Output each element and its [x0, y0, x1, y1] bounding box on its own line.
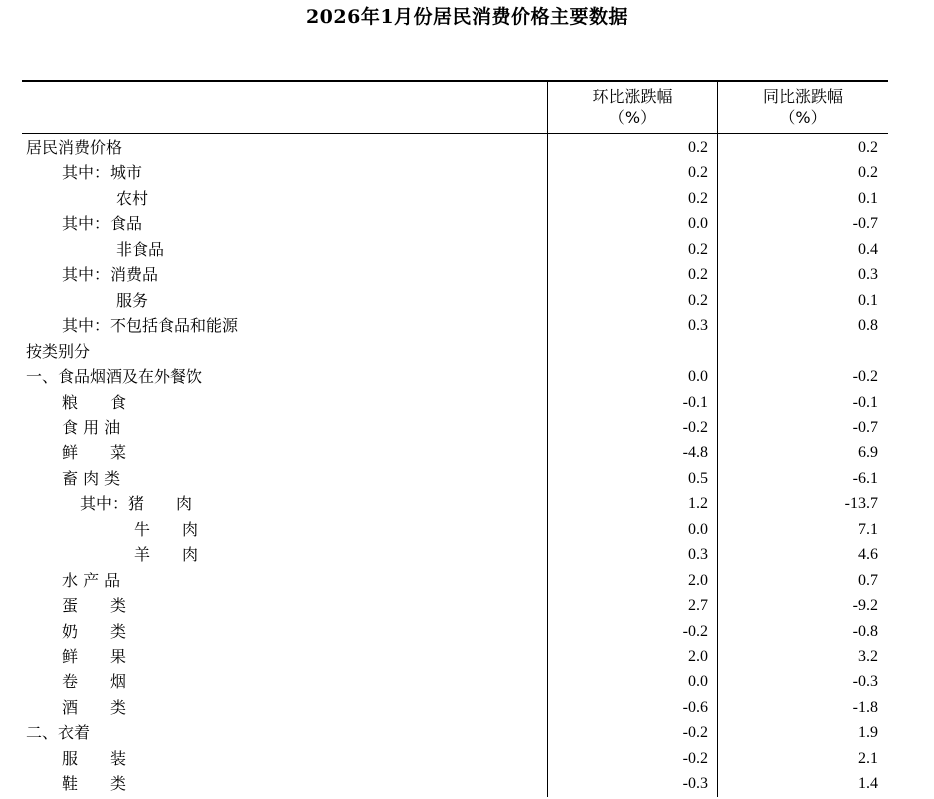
mom-value: 0.5 — [688, 469, 708, 487]
row-label: 卷 烟 — [62, 672, 127, 692]
mom-value: 2.0 — [688, 648, 708, 665]
table-row — [22, 671, 888, 697]
row-label: 鲜 果 — [62, 647, 127, 666]
row-label: 食 用 油 — [62, 417, 121, 437]
table-row — [22, 290, 888, 316]
column-header-yoy-unit: （%） — [779, 108, 827, 127]
yoy-value: -0.3 — [852, 673, 878, 691]
mom-value: 0.2 — [688, 240, 708, 258]
mom-value: 2.7 — [688, 597, 708, 615]
column-header-mom — [548, 86, 717, 128]
mom-value: 2.0 — [688, 571, 708, 589]
row-label: 畜 肉 类 — [62, 468, 121, 488]
table-row — [22, 137, 888, 163]
yoy-value: 0.1 — [858, 189, 878, 207]
column-header-yoy — [718, 86, 888, 128]
table-row — [22, 213, 888, 239]
mom-value: -0.2 — [682, 724, 708, 742]
mom-value: 0.2 — [688, 164, 708, 182]
row-label: 牛 肉 — [134, 519, 199, 539]
yoy-value: -0.7 — [852, 215, 878, 233]
mom-value: 0.0 — [688, 215, 708, 233]
mom-value: -0.2 — [682, 749, 708, 767]
row-label: 鞋 类 — [62, 774, 127, 794]
yoy-value: -0.8 — [852, 622, 878, 640]
mom-value: 0.2 — [688, 139, 708, 156]
page-title: 2026年1月份居民消费价格主要数据 — [305, 6, 629, 28]
yoy-value: -1.8 — [852, 698, 878, 716]
mom-value: -0.2 — [682, 418, 708, 436]
table-row — [22, 188, 888, 214]
mom-value: 0.3 — [688, 546, 708, 564]
yoy-value: 0.4 — [858, 240, 878, 258]
table-row — [22, 646, 888, 672]
yoy-value: 7.1 — [858, 520, 878, 538]
mom-value: 0.2 — [688, 291, 708, 309]
column-header-mom-label: 环比涨跌幅 — [592, 87, 673, 106]
table-row — [22, 722, 888, 748]
yoy-value: -6.1 — [852, 469, 878, 487]
table-row — [22, 341, 888, 367]
table-row — [22, 544, 888, 570]
yoy-value: -9.2 — [852, 597, 878, 615]
mom-value: 1.2 — [688, 495, 708, 513]
yoy-value: 0.2 — [858, 139, 878, 156]
table-row — [22, 570, 888, 596]
yoy-value: 0.3 — [858, 266, 878, 284]
mom-value: -0.2 — [682, 622, 708, 640]
row-label: 农村 — [116, 188, 149, 208]
mom-value: 0.0 — [688, 673, 708, 691]
table-row — [22, 493, 888, 519]
row-label: 其中：消费品 — [62, 265, 159, 285]
row-label: 服务 — [116, 290, 149, 310]
row-label: 其中：猪 肉 — [80, 494, 193, 514]
table-row — [22, 748, 888, 774]
table-row — [22, 621, 888, 647]
yoy-value: 0.7 — [858, 571, 878, 589]
row-label: 非食品 — [116, 239, 165, 259]
yoy-value: 1.9 — [858, 724, 878, 742]
row-label: 酒 类 — [62, 697, 127, 717]
mom-value: 0.2 — [688, 189, 708, 207]
table-row — [22, 468, 888, 494]
mom-value: -0.6 — [682, 698, 708, 716]
table-row — [22, 417, 888, 443]
table-row — [22, 595, 888, 621]
table-row — [22, 392, 888, 418]
mom-value: -0.1 — [682, 393, 708, 411]
row-label: 蛋 类 — [62, 596, 127, 616]
yoy-value: 6.9 — [858, 444, 878, 462]
row-label: 奶 类 — [62, 621, 127, 641]
yoy-value: -0.1 — [852, 393, 878, 411]
table-row — [22, 264, 888, 290]
row-label: 其中：食品 — [62, 214, 143, 234]
row-label: 一、食品烟酒及在外餐饮 — [26, 367, 203, 387]
yoy-value: 1.4 — [858, 775, 878, 793]
mom-value: 0.2 — [688, 266, 708, 284]
row-label: 服 装 — [62, 748, 127, 768]
yoy-value: 4.6 — [858, 546, 878, 564]
row-label: 羊 肉 — [134, 545, 199, 565]
table-row — [22, 315, 888, 341]
table-row — [22, 162, 888, 188]
table-row — [22, 697, 888, 723]
table-row — [22, 442, 888, 468]
column-header-mom-unit: （%） — [608, 108, 657, 127]
mom-value: 0.0 — [688, 368, 708, 386]
row-label: 二、衣着 — [26, 723, 91, 743]
header-divider — [22, 133, 888, 134]
row-label: 鲜 菜 — [62, 443, 127, 463]
row-label: 水 产 品 — [62, 570, 121, 590]
yoy-value: -0.7 — [852, 418, 878, 436]
cpi-table — [22, 80, 888, 797]
row-label: 粮 食 — [62, 392, 127, 412]
yoy-value: 3.2 — [858, 648, 878, 665]
mom-value: 0.3 — [688, 317, 708, 335]
table-row — [22, 519, 888, 545]
yoy-value: -13.7 — [844, 495, 878, 513]
row-label: 其中：城市 — [62, 163, 143, 183]
yoy-value: 2.1 — [858, 749, 878, 767]
yoy-value: -0.2 — [852, 368, 878, 386]
row-label: 其中：不包括食品和能源 — [62, 316, 239, 336]
table-row — [22, 366, 888, 392]
row-label: 按类别分 — [26, 341, 91, 361]
mom-value: -0.3 — [682, 775, 708, 793]
mom-value: -4.8 — [682, 444, 708, 462]
column-header-yoy-label: 同比涨跌幅 — [762, 87, 843, 106]
mom-value: 0.0 — [688, 520, 708, 538]
row-label: 居民消费价格 — [26, 138, 123, 157]
table-row — [22, 239, 888, 265]
yoy-value: 0.1 — [858, 291, 878, 309]
yoy-value: 0.2 — [858, 164, 878, 182]
yoy-value: 0.8 — [858, 317, 878, 335]
